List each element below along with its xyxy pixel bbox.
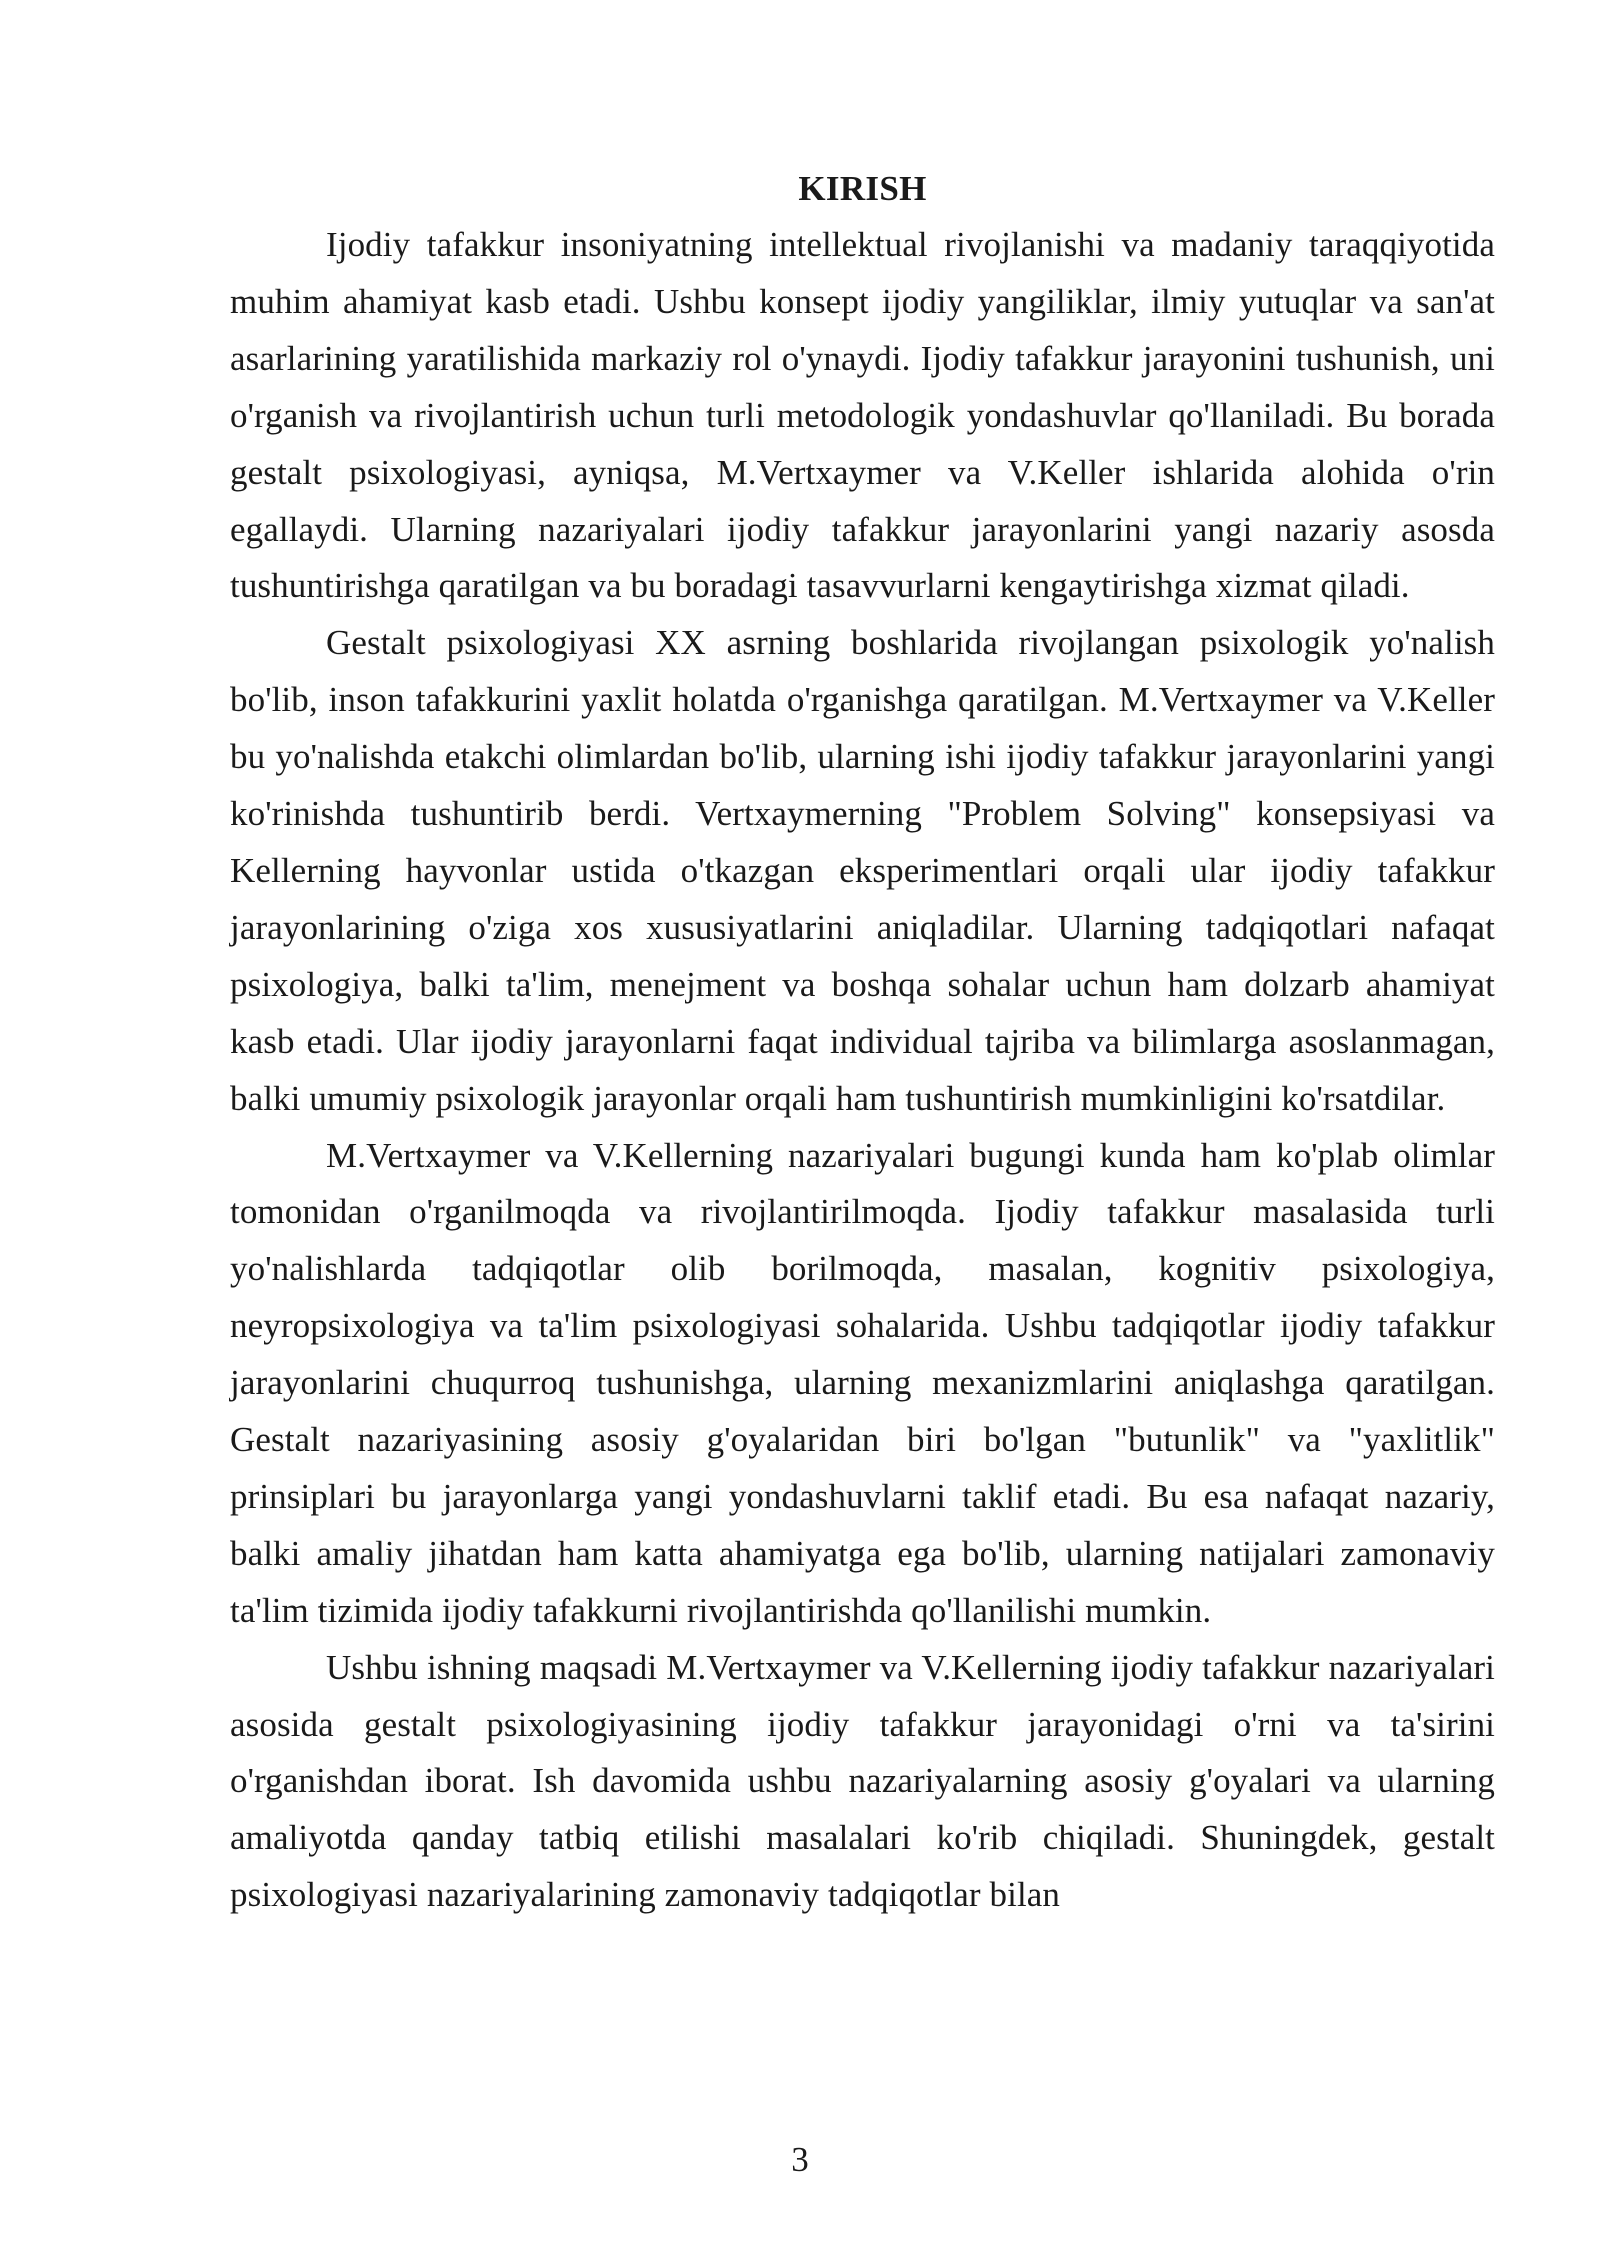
page-number: 3: [791, 2140, 809, 2179]
paragraph-1: Ijodiy tafakkur insoniyatning intellektual rivojlanishi va madaniy taraqqiyotida muhim ahamiyat kasb etadi. Ushbu konsept ijodiy yangiliklar, ilmiy yutuqlar va san'at asarlarining yaratilishida markaziy rol o'ynaydi. Ijodiy tafakkur jarayonini tushunish, uni o'rganish va rivojlantirish uchun turli metodologik yondashuvlar qo'llaniladi. Bu borada gestalt psixologiyasi, ayniqsa, M.Vertxaymer va V.Keller ishlarida alohida o'rin egallaydi. Ularning nazariyalari ijodiy tafakkur jarayonlarini yangi nazariy asosda tushuntirishga qaratilgan va bu boradagi tasavvurlarni kengaytirishga xizmat qiladi.: [230, 225, 1495, 606]
paragraph-3: M.Vertxaymer va V.Kellerning nazariyalari bugungi kunda ham ko'plab olimlar tomonidan o'rganilmoqda va rivojlantirilmoqda. Ijodiy tafakkur masalasida turli yo'nalishlarda tadqiqotlar olib borilmoqda, masalan, kognitiv psixologiya, neyropsixologiya va ta'lim psixologiyasi sohalarida. Ushbu tadqiqotlar ijodiy tafakkur jarayonlarini chuqurroq tushunishga, ularning mexanizmlarini aniqlashga qaratilgan. Gestalt nazariyasining asosiy g'oyalaridan biri bo'lgan "butunlik" va "yaxlitlik" prinsiplari bu jarayonlarga yangi yondashuvlarni taklif etadi. Bu esa nafaqat nazariy, balki amaliy jihatdan ham katta ahamiyatga ega bo'lib, ularning natijalari zamonaviy ta'lim tizimida ijodiy tafakkurni rivojlantirishda qo'llanilishi mumkin.: [230, 1135, 1495, 1630]
paragraph-2: Gestalt psixologiyasi XX asrning boshlarida rivojlangan psixologik yo'nalish bo'lib, inson tafakkurini yaxlit holatda o'rganishga qaratilgan. M.Vertxaymer va V.Keller bu yo'nalishda etakchi olimlardan bo'lib, ularning ishi ijodiy tafakkur jarayonlarini yangi ko'rinishda tushuntirib berdi. Vertxaymerning "Problem Solving" konsepsiyasi va Kellerning hayvonlar ustida o'tkazgan eksperimentlari orqali ular ijodiy tafakkur jarayonlarining o'ziga xos xususiyatlarini aniqladilar. Ularning tadqiqotlari nafaqat psixologiya, balki ta'lim, menejment va boshqa sohalar uchun ham dolzarb ahamiyat kasb etadi. Ular ijodiy jarayonlarni faqat individual tajriba va bilimlarga asoslanmagan, balki umumiy psixologik jarayonlar orqali ham tushuntirish mumkinligini ko'rsatdilar.: [230, 623, 1495, 1118]
document-page: [230, 160, 1495, 1924]
section-title: KIRISH: [798, 169, 927, 208]
paragraph-4: Ushbu ishning maqsadi M.Vertxaymer va V.Kellerning ijodiy tafakkur nazariyalari asosida gestalt psixologiyasining ijodiy tafakkur jarayonidagi o'rni va ta'sirini o'rganishdan iborat. Ish davomida ushbu nazariyalarning asosiy g'oyalari va ularning amaliyotda qanday tatbiq etilishi masalalari ko'rib chiqiladi. Shuningdek, gestalt psixologiyasi nazariyalarining zamonaviy tadqiqotlar bilan: [230, 1647, 1495, 1915]
